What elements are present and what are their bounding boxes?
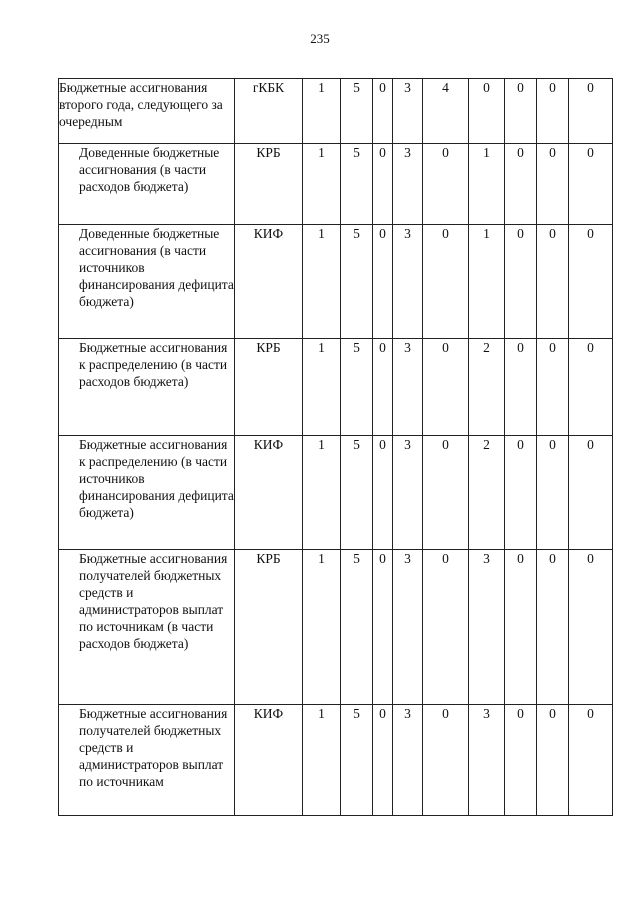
row-digit-cell: 0 bbox=[505, 705, 537, 816]
row-digit-cell: 0 bbox=[505, 339, 537, 436]
table-row bbox=[59, 339, 613, 436]
row-digit-cell: 0 bbox=[373, 705, 393, 816]
row-digit-cell: 0 bbox=[537, 550, 569, 705]
row-digit-cell: 2 bbox=[469, 436, 505, 550]
row-name-cell: Доведенные бюджетные ассигнования (в части источников финансирования дефицита бюджета) bbox=[59, 225, 235, 339]
table-row bbox=[59, 225, 613, 339]
row-digit-cell: 3 bbox=[393, 144, 423, 225]
row-digit-cell: 0 bbox=[373, 79, 393, 144]
row-name-cell: Бюджетные ассигнования получателей бюджетных средств и администраторов выплат по источникам bbox=[59, 705, 235, 816]
row-digit-cell: 0 bbox=[569, 436, 613, 550]
row-digit-cell: 1 bbox=[303, 550, 341, 705]
row-digit-cell: 0 bbox=[537, 705, 569, 816]
row-digit-cell: 3 bbox=[393, 79, 423, 144]
page-number: 235 bbox=[310, 31, 330, 46]
row-digit-cell: 0 bbox=[537, 225, 569, 339]
row-digit-cell: 0 bbox=[373, 436, 393, 550]
row-digit-cell: 0 bbox=[423, 144, 469, 225]
row-digit-cell: 3 bbox=[469, 550, 505, 705]
row-digit-cell: 0 bbox=[373, 339, 393, 436]
row-digit-cell: 1 bbox=[303, 225, 341, 339]
table-row bbox=[59, 436, 613, 550]
row-code-cell: КИФ bbox=[235, 705, 303, 816]
table-row bbox=[59, 705, 613, 816]
accounts-table bbox=[58, 78, 613, 816]
row-digit-cell: 3 bbox=[469, 705, 505, 816]
row-code-cell: КИФ bbox=[235, 225, 303, 339]
row-name-cell: Бюджетные ассигнования к распределению (в части расходов бюджета) bbox=[59, 339, 235, 436]
table-row bbox=[59, 79, 613, 144]
row-digit-cell: 3 bbox=[393, 550, 423, 705]
row-code-cell: КРБ bbox=[235, 144, 303, 225]
table-row bbox=[59, 144, 613, 225]
row-digit-cell: 5 bbox=[341, 144, 373, 225]
row-digit-cell: 5 bbox=[341, 436, 373, 550]
row-digit-cell: 0 bbox=[537, 144, 569, 225]
table-row bbox=[59, 550, 613, 705]
row-digit-cell: 4 bbox=[423, 79, 469, 144]
row-digit-cell: 0 bbox=[505, 225, 537, 339]
row-digit-cell: 0 bbox=[423, 225, 469, 339]
row-digit-cell: 0 bbox=[423, 705, 469, 816]
row-digit-cell: 0 bbox=[423, 436, 469, 550]
row-digit-cell: 0 bbox=[569, 79, 613, 144]
row-code-cell: КРБ bbox=[235, 550, 303, 705]
row-name-cell: Доведенные бюджетные ассигнования (в части расходов бюджета) bbox=[59, 144, 235, 225]
row-digit-cell: 1 bbox=[303, 339, 341, 436]
row-digit-cell: 0 bbox=[373, 550, 393, 705]
row-digit-cell: 0 bbox=[569, 705, 613, 816]
row-digit-cell: 0 bbox=[537, 79, 569, 144]
row-digit-cell: 0 bbox=[423, 550, 469, 705]
row-digit-cell: 0 bbox=[505, 144, 537, 225]
row-digit-cell: 0 bbox=[423, 339, 469, 436]
row-name-cell: Бюджетные ассигнования второго года, следующего за очередным bbox=[59, 79, 235, 144]
row-digit-cell: 3 bbox=[393, 436, 423, 550]
row-digit-cell: 1 bbox=[469, 225, 505, 339]
row-digit-cell: 5 bbox=[341, 705, 373, 816]
row-code-cell: КРБ bbox=[235, 339, 303, 436]
row-code-cell: гКБК bbox=[235, 79, 303, 144]
row-digit-cell: 0 bbox=[373, 225, 393, 339]
row-digit-cell: 0 bbox=[505, 79, 537, 144]
row-digit-cell: 1 bbox=[303, 436, 341, 550]
row-digit-cell: 1 bbox=[303, 79, 341, 144]
row-digit-cell: 0 bbox=[569, 225, 613, 339]
row-digit-cell: 5 bbox=[341, 339, 373, 436]
row-digit-cell: 1 bbox=[303, 144, 341, 225]
row-digit-cell: 0 bbox=[505, 436, 537, 550]
row-digit-cell: 3 bbox=[393, 339, 423, 436]
row-digit-cell: 1 bbox=[303, 705, 341, 816]
row-digit-cell: 0 bbox=[537, 339, 569, 436]
row-code-cell: КИФ bbox=[235, 436, 303, 550]
row-digit-cell: 0 bbox=[569, 144, 613, 225]
row-digit-cell: 2 bbox=[469, 339, 505, 436]
row-digit-cell: 5 bbox=[341, 225, 373, 339]
row-name-cell: Бюджетные ассигнования получателей бюджетных средств и администраторов выплат по источникам (в части расходов бюджета) bbox=[59, 550, 235, 705]
row-digit-cell: 0 bbox=[373, 144, 393, 225]
row-digit-cell: 0 bbox=[469, 79, 505, 144]
row-digit-cell: 0 bbox=[569, 550, 613, 705]
row-digit-cell: 3 bbox=[393, 705, 423, 816]
row-name-cell: Бюджетные ассигнования к распределению (в части источников финансирования дефицита бюджета) bbox=[59, 436, 235, 550]
row-digit-cell: 5 bbox=[341, 550, 373, 705]
row-digit-cell: 5 bbox=[341, 79, 373, 144]
row-digit-cell: 3 bbox=[393, 225, 423, 339]
table-body bbox=[59, 79, 613, 816]
row-digit-cell: 0 bbox=[569, 339, 613, 436]
row-digit-cell: 1 bbox=[469, 144, 505, 225]
row-digit-cell: 0 bbox=[537, 436, 569, 550]
row-digit-cell: 0 bbox=[505, 550, 537, 705]
